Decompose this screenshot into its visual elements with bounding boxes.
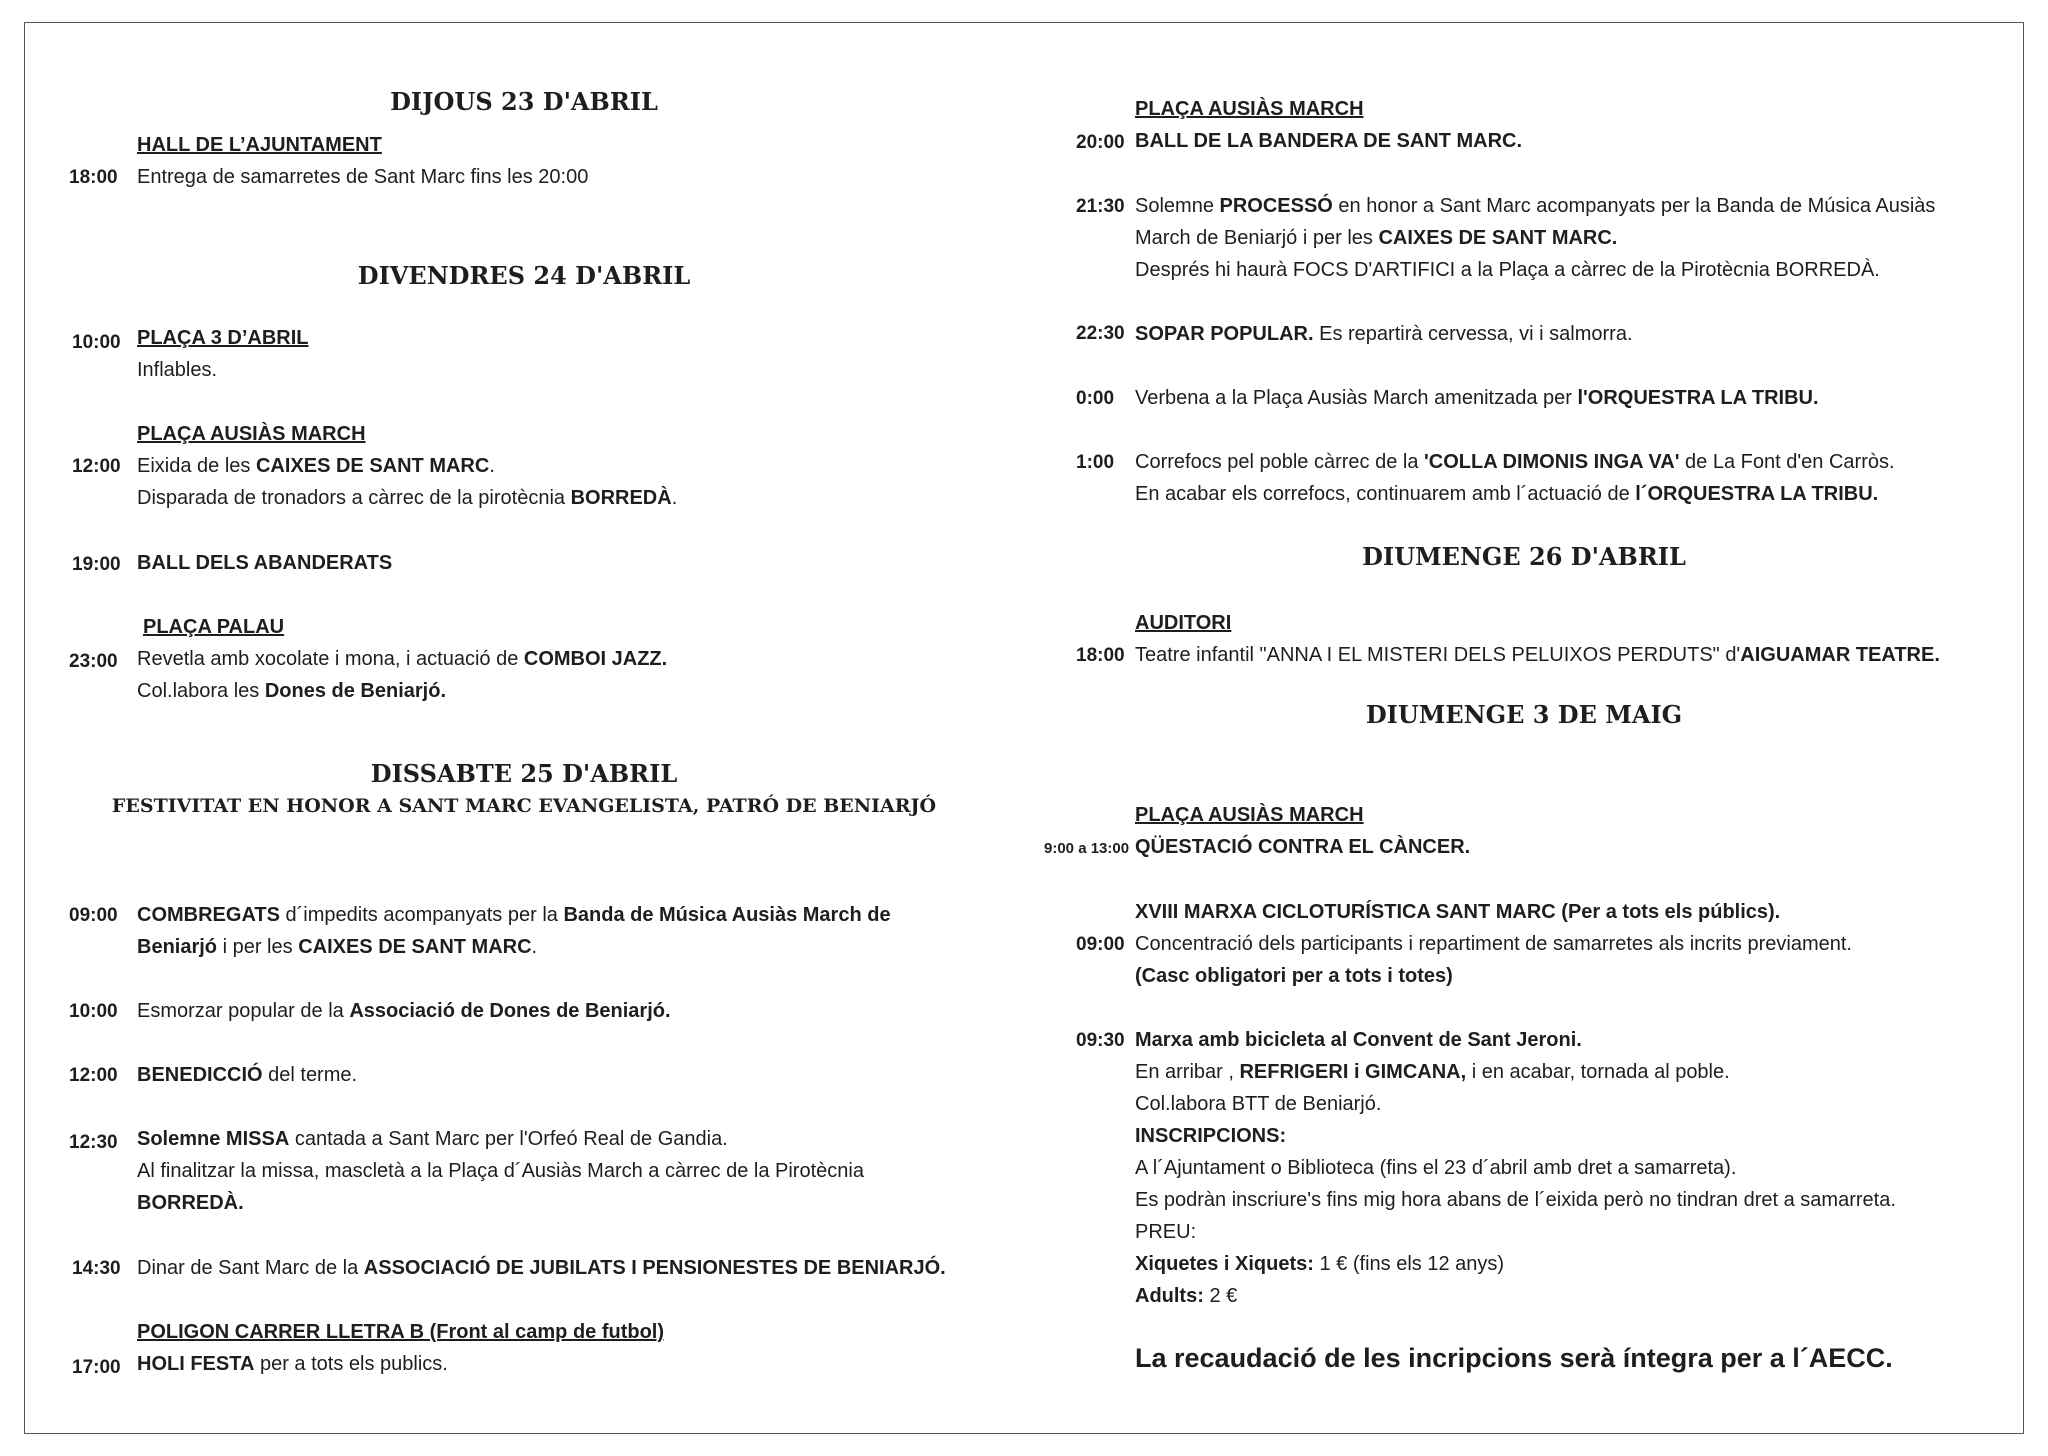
event-line: XVIII MARXA CICLOTURÍSTICA SANT MARC (Per a tots els públics). xyxy=(1135,901,1781,923)
event-line: QÜESTACIÓ CONTRA EL CÀNCER. xyxy=(1135,836,1471,858)
event-line: COMBREGATS d´impedits acompanyats per la Banda de Música Ausiàs March de xyxy=(137,904,891,926)
place-ausias-march: PLAÇA AUSIÀS MARCH xyxy=(1135,804,1364,826)
event-line: BALL DELS ABANDERATS xyxy=(137,552,393,574)
event-line: Solemne MISSA cantada a Sant Marc per l'Orfeó Real de Gandia. xyxy=(137,1128,728,1150)
event-line: Verbena a la Plaça Ausiàs March amenitzada per l'ORQUESTRA LA TRIBU. xyxy=(1135,387,1819,409)
time-12-00: 12:00 xyxy=(72,456,121,477)
day-heading-23: DIJOUS 23 D'ABRIL xyxy=(390,87,658,116)
event-line: (Casc obligatori per a tots i totes) xyxy=(1135,965,1453,987)
event-line: Esmorzar popular de la Associació de Dones de Beniarjó. xyxy=(137,1000,671,1022)
event-line: Es podràn inscriure's fins mig hora abans de l´eixida però no tindran dret a samarreta. xyxy=(1135,1189,1896,1211)
place-ausias-march: PLAÇA AUSIÀS MARCH xyxy=(137,423,366,445)
place-poligon: POLIGON CARRER LLETRA B (Front al camp de futbol) xyxy=(137,1321,665,1343)
day-heading-3-maig: DIUMENGE 3 DE MAIG xyxy=(1365,700,1683,729)
event-line: Col.labora les Dones de Beniarjó. xyxy=(137,680,446,702)
time-12-00: 12:00 xyxy=(69,1065,118,1086)
event-line: Concentració dels participants i repartiment de samarretes als incrits previament. xyxy=(1135,933,1852,955)
event-line: Adults: 2 € xyxy=(1135,1285,1238,1307)
program-page xyxy=(24,22,2024,1434)
day-heading-24: DIVENDRES 24 D'ABRIL xyxy=(357,261,691,290)
event-line: HOLI FESTA per a tots els publics. xyxy=(137,1353,448,1375)
event-line: Col.labora BTT de Beniarjó. xyxy=(1135,1093,1382,1115)
time-18-00: 18:00 xyxy=(69,167,118,188)
event-line: PREU: xyxy=(1135,1221,1197,1243)
event-line: Xiquetes i Xiquets: 1 € (fins els 12 anys) xyxy=(1135,1253,1505,1275)
time-0-00: 0:00 xyxy=(1076,388,1115,409)
event-line: En acabar els correfocs, continuarem amb l´actuació de l´ORQUESTRA LA TRIBU. xyxy=(1135,483,1879,505)
event-line: Beniarjó i per les CAIXES DE SANT MARC. xyxy=(137,936,538,958)
day-subheading-25: FESTIVITAT EN HONOR A SANT MARC EVANGELISTA, PATRÓ DE BENIARJÓ xyxy=(111,795,937,817)
place-ausias-march: PLAÇA AUSIÀS MARCH xyxy=(1135,98,1364,120)
place-placa-3-abril: PLAÇA 3 D’ABRIL xyxy=(137,327,309,349)
time-09-00: 09:00 xyxy=(69,905,118,926)
place-placa-palau: PLAÇA PALAU xyxy=(143,616,285,638)
time-22-30: 22:30 xyxy=(1076,323,1125,344)
time-09-00: 09:00 xyxy=(1076,934,1125,955)
event-line: Al finalitzar la missa, mascletà a la Plaça d´Ausiàs March a càrrec de la Pirotècnia xyxy=(137,1160,864,1182)
event-line: March de Beniarjó i per les CAIXES DE SANT MARC. xyxy=(1135,227,1618,249)
place-auditori: AUDITORI xyxy=(1135,612,1232,634)
event-line: Solemne PROCESSÓ en honor a Sant Marc acompanyats per la Banda de Música Ausiàs xyxy=(1135,195,1936,217)
time-20-00: 20:00 xyxy=(1076,132,1125,153)
time-17-00: 17:00 xyxy=(72,1357,121,1378)
event-line: En arribar , REFRIGERI i GIMCANA, i en acabar, tornada al poble. xyxy=(1135,1061,1730,1083)
event-line: Eixida de les CAIXES DE SANT MARC. xyxy=(137,455,495,477)
time-18-00: 18:00 xyxy=(1076,645,1125,666)
time-14-30: 14:30 xyxy=(72,1258,121,1279)
event-line: Després hi haurà FOCS D'ARTIFICI a la Plaça a càrrec de la Pirotècnia BORREDÀ. xyxy=(1135,259,1880,281)
event-line: Dinar de Sant Marc de la ASSOCIACIÓ DE JUBILATS I PENSIONESTES DE BENIARJÓ. xyxy=(137,1257,946,1279)
event-line: Disparada de tronadors a càrrec de la pirotècnia BORREDÀ. xyxy=(137,487,678,509)
event-line: BORREDÀ. xyxy=(137,1192,244,1214)
event-line: Inflables. xyxy=(137,359,218,381)
time-1-00: 1:00 xyxy=(1076,452,1115,473)
event-line: INSCRIPCIONS: xyxy=(1135,1125,1287,1147)
day-heading-25: DISSABTE 25 D'ABRIL xyxy=(370,759,678,788)
time-12-30: 12:30 xyxy=(69,1132,118,1153)
day-heading-26: DIUMENGE 26 D'ABRIL xyxy=(1362,542,1686,571)
event-line: BALL DE LA BANDERA DE SANT MARC. xyxy=(1135,130,1523,152)
event-line: SOPAR POPULAR. Es repartirà cervessa, vi i salmorra. xyxy=(1135,323,1633,345)
event-line: BENEDICCIÓ del terme. xyxy=(137,1064,358,1086)
time-19-00: 19:00 xyxy=(72,554,121,575)
time-10-00: 10:00 xyxy=(72,332,121,353)
time-9-00-13-00: 9:00 a 13:00 xyxy=(1044,840,1130,857)
time-23-00: 23:00 xyxy=(69,651,118,672)
time-09-30: 09:30 xyxy=(1076,1030,1125,1051)
event-line: Revetla amb xocolate i mona, i actuació de COMBOI JAZZ. xyxy=(137,648,668,670)
event-line: A l´Ajuntament o Biblioteca (fins el 23 d´abril amb dret a samarreta). xyxy=(1135,1157,1737,1179)
event-line: Marxa amb bicicleta al Convent de Sant Jeroni. xyxy=(1135,1029,1582,1051)
closing-note: La recaudació de les incripcions serà íntegra per a l´AECC. xyxy=(1135,1343,1893,1373)
time-21-30: 21:30 xyxy=(1076,196,1125,217)
event-line: Correfocs pel poble càrrec de la 'COLLA DIMONIS INGA VA' de La Font d'en Carròs. xyxy=(1135,451,1895,473)
event-line: Entrega de samarretes de Sant Marc fins les 20:00 xyxy=(137,166,589,188)
event-line: Teatre infantil "ANNA I EL MISTERI DELS PELUIXOS PERDUTS" d'AIGUAMAR TEATRE. xyxy=(1135,644,1940,666)
place-hall: HALL DE L’AJUNTAMENT xyxy=(137,134,382,156)
time-10-00: 10:00 xyxy=(69,1001,118,1022)
